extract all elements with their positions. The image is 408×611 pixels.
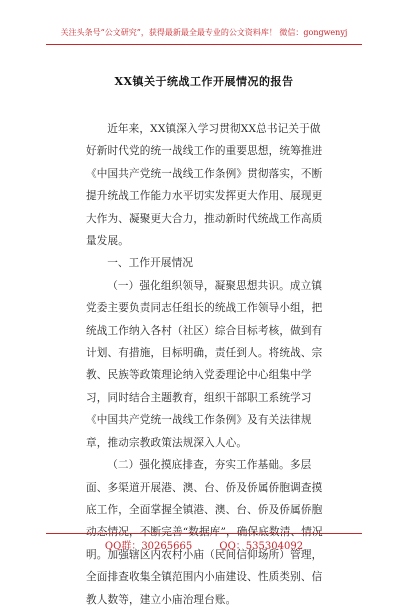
header-divider: [46, 44, 362, 45]
body-paragraph: （二）强化摸底排查，夯实工作基础。多层面、多渠道开展港、澳、台、侨及侨属侨胞调查摸底工作，全面掌握全镇港、澳、台、侨及侨属侨胞动态情况，不断完善“数据库”，确保底数清、情况明。加强辖区内农村小庙（民间信仰场所）管理，全面排查收集全镇范围内小庙建设、性质类别、信教人数等，建立小庙治理台账。: [86, 459, 323, 606]
qq-number: QQ：535304092: [219, 541, 304, 552]
promo-header: 关注头条号“公文研究”，获得最新最全最专业的公文资料库！ 微信：gongwenyj: [60, 28, 348, 37]
footer-divider: [46, 533, 362, 534]
contact-footer: [0, 537, 408, 552]
qq-group-number: QQ群：30265665: [104, 541, 193, 552]
intro-paragraph: 近年来，XX镇深入学习贯彻XX总书记关于做好新时代党的统一战线工作的重要思想，统筹推进《中国共产党统一战线工作条例》贯彻落实，不断提升统战工作能力水平切实发挥更大作用、展现更大作为、凝聚更大合力，推动新时代统战工作高质量发展。: [86, 123, 323, 248]
document-title: XX镇关于统战工作开展情况的报告: [114, 75, 294, 88]
body-paragraph: （一）强化组织领导，凝聚思想共识。成立镇党委主要负责同志任组长的统战工作领导小组，把统战工作纳入各村（社区）综合目标考核，做到有计划、有措施，目标明确，责任到人。将统战、宗教、民族等政策理论纳入党委理论中心组集中学习，同时结合主题教育，组织干部职工系统学习《中国共产党统一战线工作条例》及有关法律规章，推动宗教政策法规深入人心。: [86, 279, 323, 449]
section-heading: 一、工作开展情况: [107, 257, 194, 270]
